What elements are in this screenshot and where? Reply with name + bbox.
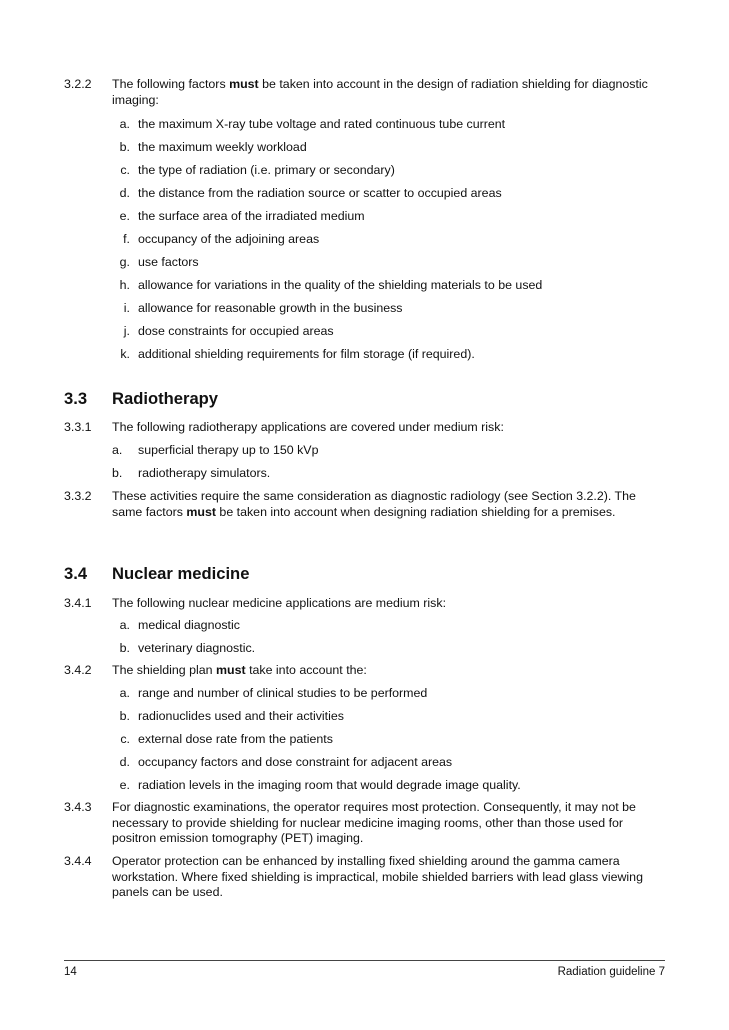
list-item-text: medical diagnostic xyxy=(138,618,240,632)
list-item-text: superficial therapy up to 150 kVp xyxy=(138,443,319,457)
list-item-text: veterinary diagnostic. xyxy=(138,641,256,655)
section-title: Nuclear medicine xyxy=(112,564,250,583)
list-item-marker: a. xyxy=(112,443,123,457)
paragraph-number: 3.3.2 xyxy=(64,489,92,503)
paragraph-3-3-2 xyxy=(64,489,669,520)
list-item-marker: g. xyxy=(119,255,130,269)
paragraph-text: The following factors must be taken into account in the design of radiation shielding for diagnostic imaging: xyxy=(112,77,648,107)
page-number: 14 xyxy=(64,966,77,978)
list-item xyxy=(112,443,672,466)
footer-rule xyxy=(64,960,665,961)
list-item xyxy=(112,618,672,641)
list-item xyxy=(112,209,672,232)
list-item-marker: e. xyxy=(119,209,130,223)
list-item xyxy=(112,324,672,347)
list-item xyxy=(112,466,672,489)
list-item-text: additional shielding requirements for film storage (if required). xyxy=(138,347,475,361)
list-item xyxy=(112,232,672,255)
list-item-marker: b. xyxy=(119,641,130,655)
list-item xyxy=(112,301,672,324)
section-title: Radiotherapy xyxy=(112,389,219,408)
paragraph-3-4-4 xyxy=(64,854,669,901)
paragraph-number: 3.2.2 xyxy=(64,77,92,91)
list-item-marker: e. xyxy=(119,778,130,792)
emphasis-must: must xyxy=(229,77,259,91)
list-item-text: use factors xyxy=(138,255,199,269)
list-item xyxy=(112,117,672,140)
list-item-text: the maximum weekly workload xyxy=(138,140,307,154)
paragraph-text: These activities require the same consideration as diagnostic radiology (see Section 3.2.2). The same factors must be taken into account when designing radiation shielding for a premises. xyxy=(112,489,636,519)
list-item-text: the type of radiation (i.e. primary or secondary) xyxy=(138,163,395,177)
paragraph-3-4-2 xyxy=(64,663,669,679)
list-item xyxy=(112,347,672,370)
paragraph-number: 3.3.1 xyxy=(64,420,92,434)
paragraph-text: The following nuclear medicine applications are medium risk: xyxy=(112,596,447,610)
paragraph-3-2-2 xyxy=(64,77,669,108)
list-item xyxy=(112,163,672,186)
list-item xyxy=(112,186,672,209)
list-item-text: radiotherapy simulators. xyxy=(138,466,271,480)
list-item-marker: d. xyxy=(119,186,130,200)
list-item-text: allowance for reasonable growth in the business xyxy=(138,301,403,315)
list-item xyxy=(112,641,672,664)
list-item xyxy=(112,255,672,278)
list-item-marker: b. xyxy=(119,709,130,723)
emphasis-must: must xyxy=(186,504,216,519)
document-title: Radiation guideline 7 xyxy=(557,966,665,978)
list-item-text: allowance for variations in the quality of the shielding materials to be used xyxy=(138,278,543,292)
list-item-marker: a. xyxy=(119,618,130,632)
list-item-marker: a. xyxy=(119,686,130,700)
paragraph-text: The following radiotherapy applications are covered under medium risk: xyxy=(112,420,504,434)
list-item xyxy=(112,709,672,732)
list-item-marker: d. xyxy=(119,755,130,769)
paragraph-text: The shielding plan must take into account the: xyxy=(112,663,367,677)
list-item-marker: j. xyxy=(123,324,130,338)
list-item-marker: a. xyxy=(119,117,130,131)
paragraph-3-4-1 xyxy=(64,596,669,612)
list-item-text: occupancy factors and dose constraint for adjacent areas xyxy=(138,755,453,769)
list-item-marker: f. xyxy=(123,232,130,246)
list-item-text: dose constraints for occupied areas xyxy=(138,324,334,338)
list-3-2-2 xyxy=(112,117,672,370)
list-item-text: radionuclides used and their activities xyxy=(138,709,344,723)
list-item xyxy=(112,278,672,301)
list-item xyxy=(112,732,672,755)
list-item-marker: k. xyxy=(120,347,130,361)
paragraph-number: 3.4.1 xyxy=(64,596,92,610)
list-item-text: the maximum X-ray tube voltage and rated continuous tube current xyxy=(138,117,506,131)
emphasis-must: must xyxy=(216,663,246,677)
list-item-text: external dose rate from the patients xyxy=(138,732,333,746)
paragraph-number: 3.4.2 xyxy=(64,663,92,677)
paragraph-number: 3.4.3 xyxy=(64,800,92,814)
list-item xyxy=(112,686,672,709)
list-item-text: the surface area of the irradiated medium xyxy=(138,209,365,223)
list-3-4-2 xyxy=(112,686,672,801)
paragraph-number: 3.4.4 xyxy=(64,854,92,868)
list-item-marker: h. xyxy=(119,278,130,292)
list-item-marker: c. xyxy=(120,732,130,746)
list-item-text: radiation levels in the imaging room that would degrade image quality. xyxy=(138,778,521,792)
list-item-text: range and number of clinical studies to be performed xyxy=(138,686,428,700)
section-number: 3.3 xyxy=(64,389,88,408)
section-number: 3.4 xyxy=(64,564,88,583)
list-item xyxy=(112,140,672,163)
paragraph-3-3-1 xyxy=(64,420,669,436)
list-3-4-1 xyxy=(112,618,672,664)
list-item xyxy=(112,755,672,778)
list-item-text: the distance from the radiation source or scatter to occupied areas xyxy=(138,186,502,200)
list-item-marker: b. xyxy=(112,466,123,480)
list-item-marker: b. xyxy=(119,140,130,154)
list-3-3-1 xyxy=(112,443,672,489)
paragraph-text: For diagnostic examinations, the operator requires most protection. Consequently, it may not be necessary to provide shielding for nuclear medicine imaging rooms, other than those used for positron emission tomography (PET) imaging. xyxy=(112,800,636,845)
list-item-text: occupancy of the adjoining areas xyxy=(138,232,320,246)
paragraph-3-4-3 xyxy=(64,800,669,847)
list-item xyxy=(112,778,672,801)
list-item-marker: i. xyxy=(123,301,130,315)
paragraph-text: Operator protection can be enhanced by installing fixed shielding around the gamma camera workstation. Where fixed shielding is impractical, mobile shielded barriers with lead glass viewing panels can be used. xyxy=(112,854,643,899)
list-item-marker: c. xyxy=(120,163,130,177)
